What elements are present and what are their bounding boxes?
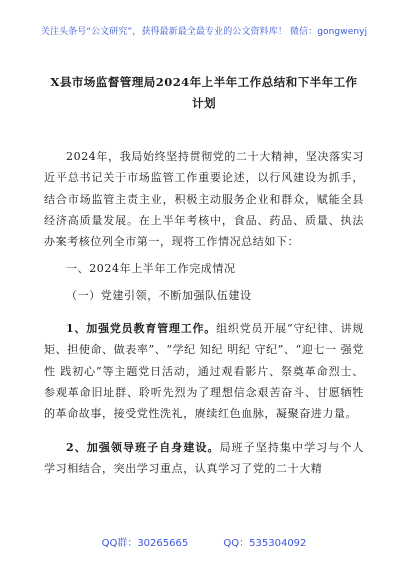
item-1-lead: 1、加强党员教育管理工作。 — [66, 322, 217, 336]
top-banner: 关注头条号“公文研究”，获得最新最全最专业的公文资料库！ 微信：gongwenyj — [40, 27, 368, 37]
section-heading-1: 一、2024年上半年工作完成情况 — [66, 262, 236, 276]
subsection-heading-1: （一）党建引领，不断加强队伍建设 — [66, 288, 252, 302]
footer-qq-group: QQ群：30265665 — [101, 538, 189, 549]
title-line-1: X县市场监督管理局2024年上半年工作总结和下半年工作 — [50, 75, 358, 89]
footer-qq: QQ：535304092 — [223, 538, 307, 549]
title-line-2: 计划 — [192, 96, 216, 110]
document-body — [44, 146, 364, 479]
item-1-text: 组织党员开展“守纪律、讲规矩、担使命、做表率”、“学纪 知纪 明纪 守纪”、“迎七一 强党性 践初心”等主题党日活动，通过观看影片、祭奠革命烈士、参观革命旧址群、聆听先烈为了理想信念艰苦奋斗、甘愿牺牲的革命故事，接受党性洗礼，赓续红色血脉，凝聚奋进力量。 — [44, 322, 365, 421]
footer-contact — [0, 534, 408, 549]
item-2-lead: 2、加强领导班子自身建设。 — [66, 440, 220, 454]
item-2-paragraph — [44, 437, 364, 480]
item-1-paragraph — [44, 318, 364, 424]
intro-paragraph: 2024年，我局始终坚持贯彻党的二十大精神，坚决落实习近平总书记关于市场监管工作重要论述，以行风建设为抓手，结合市场监管主责主业，积极主动服务企业和群众，赋能全县经济高质量发展。在上半年考核中，食品、药品、质量、执法办案考核位列全市第一，现将工作情况总结如下： — [44, 150, 364, 249]
document-title — [44, 72, 364, 114]
item-2-text: 局班子坚持集中学习与个人学习相结合，突出学习重点，认真学习了党的二十大精 — [44, 440, 365, 475]
